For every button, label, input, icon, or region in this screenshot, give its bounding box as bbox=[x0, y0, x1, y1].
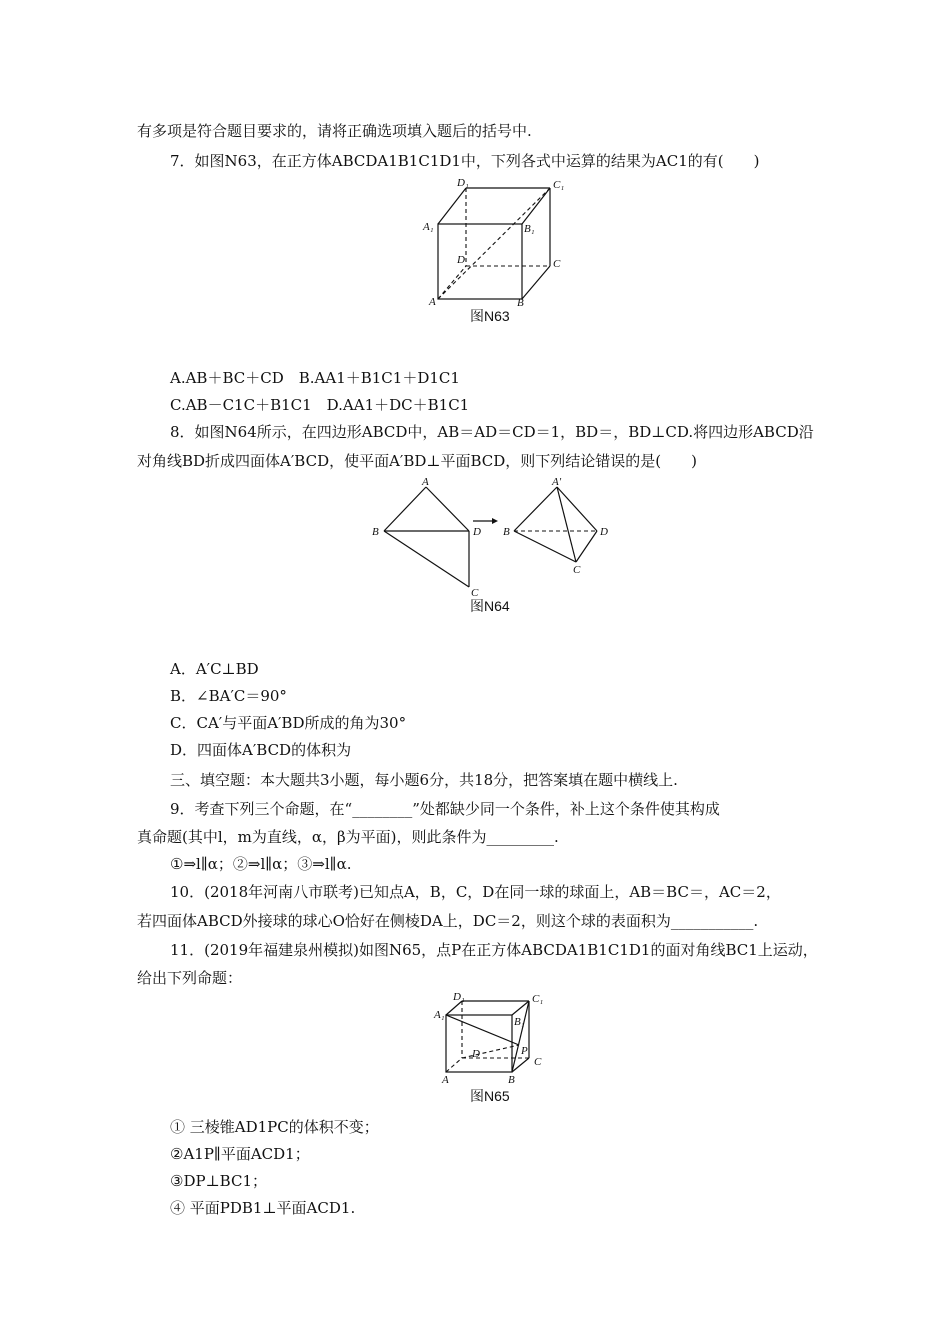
label-d1: D₁ bbox=[457, 177, 469, 189]
question-8-stem-line2: 对角线BD折成四面体A′BCD，使平面A′BD⊥平面BCD，则下列结论错误的是( ) bbox=[137, 452, 697, 470]
question-11-item-1: ① 三棱锥AD1PC的体积不变； bbox=[170, 1118, 379, 1136]
label-b1: B₁ bbox=[524, 223, 535, 235]
figure-n64-caption: 图N64 bbox=[470, 598, 510, 614]
edge-ad-hidden bbox=[438, 266, 466, 299]
edge-a1d1 bbox=[438, 188, 466, 224]
label-d-tetra: D bbox=[600, 526, 608, 538]
question-9-line2: 真命题(其中l，m为直线，α，β为平面)，则此条件为_________. bbox=[137, 828, 559, 846]
label-b-tetra: B bbox=[503, 526, 510, 538]
question-11-item-2: ②A1P∥平面ACD1； bbox=[170, 1145, 310, 1163]
figure-n64 bbox=[368, 475, 618, 600]
question-11-item-3: ③DP⊥BC1； bbox=[170, 1172, 267, 1190]
question-8-stem-line1: 8．如图N64所示，在四边形ABCD中，AB＝AD＝CD＝1，BD＝，BD⊥CD.将四边形ABCD沿 bbox=[170, 423, 814, 441]
question-8-option-b: B．∠BA′C＝90° bbox=[170, 687, 287, 705]
edge-a1d1 bbox=[446, 1001, 462, 1015]
label-c: C bbox=[553, 258, 561, 270]
question-10-line1: 10．(2018年河南八市联考)已知点A，B，C，D在同一球的球面上，AB＝BC＝，AC＝2， bbox=[170, 883, 781, 901]
label-b: B bbox=[372, 526, 379, 538]
question-9-line3: ①⇒l∥α；②⇒l∥α；③⇒l∥α. bbox=[170, 855, 352, 873]
segment-a1p bbox=[446, 1015, 519, 1045]
edge-b2c bbox=[514, 531, 576, 562]
label-c1: C₁ bbox=[532, 993, 544, 1005]
front-face bbox=[438, 224, 522, 299]
question-11-item-4: ④ 平面PDB1⊥平面ACD1. bbox=[170, 1199, 356, 1217]
question-8-option-a: A．A′C⊥BD bbox=[170, 660, 259, 678]
label-d: D bbox=[472, 1048, 480, 1060]
label-d1: D₁ bbox=[453, 991, 465, 1003]
figure-n65-caption: 图N65 bbox=[470, 1088, 510, 1104]
edge-a2b bbox=[514, 487, 557, 531]
question-9-line1: 9．考查下列三个命题，在“________”处都缺少同一个条件，补上这个条件使其构成 bbox=[170, 800, 720, 818]
figure-n65 bbox=[432, 991, 552, 1090]
question-7-stem: 7．如图N63，在正方体ABCDA1B1C1D1中，下列各式中运算的结果为AC1的有( ) bbox=[170, 152, 760, 170]
diagonal-ac1 bbox=[438, 188, 550, 299]
question-7-options-ab: A.AB＋BC＋CD B.AA1＋B1C1＋D1C1 bbox=[170, 369, 460, 387]
front-face bbox=[446, 1015, 512, 1072]
label-a-prime: A′ bbox=[552, 476, 562, 488]
label-c: C bbox=[534, 1056, 542, 1068]
edge-d2c bbox=[576, 531, 597, 562]
intro-text: 有多项是符合题目要求的，请将正确选项填入题后的括号中. bbox=[137, 122, 532, 140]
label-a: A bbox=[422, 476, 429, 488]
label-c: C bbox=[471, 587, 479, 599]
label-b: B bbox=[517, 297, 524, 309]
question-7-options-cd: C.AB－C1C＋B1C1 D.AA1＋DC＋B1C1 bbox=[170, 396, 470, 414]
question-11-line2: 给出下列命题： bbox=[137, 969, 243, 987]
arrow-head bbox=[492, 518, 498, 524]
question-8-option-c: C．CA′与平面A′BD所成的角为30° bbox=[170, 714, 407, 732]
label-a: A bbox=[429, 296, 436, 308]
question-8-option-d: D．四面体A′BCD的体积为 bbox=[170, 741, 352, 759]
edge-bc bbox=[384, 531, 469, 587]
question-10-line2: 若四面体ABCD外接球的球心O恰好在侧棱DA上，DC＝2，则这个球的表面积为___________. bbox=[137, 912, 759, 930]
question-11-line1: 11．(2019年福建泉州模拟)如图N65，点P在正方体ABCDA1B1C1D1的面对角线BC1上运动， bbox=[170, 941, 818, 959]
edge-ab bbox=[384, 487, 426, 531]
label-d: D bbox=[473, 526, 481, 538]
edge-bc bbox=[522, 266, 550, 299]
label-c1: C₁ bbox=[553, 179, 565, 191]
edge-ad-hidden bbox=[446, 1058, 462, 1072]
segment-dp-hidden bbox=[462, 1045, 519, 1058]
label-b1: B₁ bbox=[514, 1016, 525, 1028]
label-p: P bbox=[521, 1045, 528, 1057]
label-a1: A₁ bbox=[423, 221, 434, 233]
figure-n63 bbox=[420, 175, 570, 310]
edge-b1c1 bbox=[522, 188, 550, 224]
label-a1: A₁ bbox=[434, 1009, 445, 1021]
section-3-heading: 三、填空题：本大题共3小题，每小题6分，共18分，把答案填在题中横线上. bbox=[170, 771, 678, 789]
label-c-tetra: C bbox=[573, 564, 581, 576]
label-b: B bbox=[508, 1074, 515, 1086]
label-d: D bbox=[457, 254, 465, 266]
edge-ad bbox=[426, 487, 469, 531]
label-a: A bbox=[442, 1074, 449, 1086]
figure-n63-caption: 图N63 bbox=[470, 308, 510, 324]
diagonal-bc1 bbox=[512, 1001, 529, 1072]
